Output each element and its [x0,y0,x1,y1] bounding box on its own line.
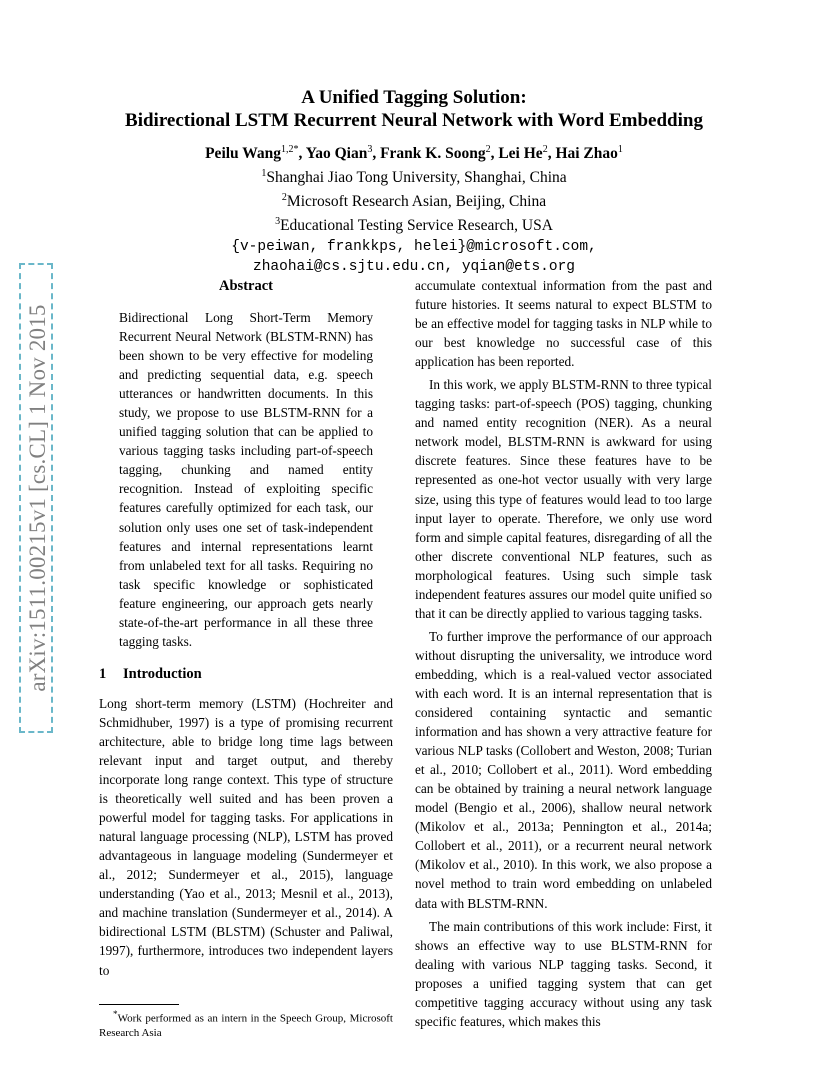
right-column [415,276,712,1031]
author-separator: , [490,145,499,163]
author-name: Frank K. Soong [380,145,486,163]
affiliation-mark: 3 [275,216,281,228]
section-number: 1 [99,665,107,682]
author-names [0,140,828,164]
author-name: Peilu Wang [205,145,282,163]
intro-paragraph-4: The main contributions of this work include: First, it shows an effective way to use BLSTM-RNN for dealing with various NLP tagging tasks. Second, it proposes a unified tagging system that can get competitive tagging accuracy without using any task specific features, which makes this [415,918,712,1029]
affiliation-mark: 1 [261,168,267,180]
intro-paragraph-2: In this work, we apply BLSTM-RNN to three typical tagging tasks: part-of-speech (POS) tagging, chunking and named entity recognition (NER). As a neural network model, BLSTM-RNN is awkward for using discrete features. Since these features have to be represented as one-hot vector usually with very large size, using this type of features would lead to too large input layer to operate. Therefore, we only use word form and simple capital features, disregarding of all the other discrete conventional NLP features, such as morphological features. Using such simple task independent features assures our model quite unified so that it can be directly applied to various tagging tasks. [415,377,712,621]
author-name: Yao Qian [305,145,368,163]
author-affil-mark: 1,2* [281,144,299,155]
author-affil-mark: 2 [485,144,491,155]
author-separator: , [547,145,556,163]
footnote-mark: * [113,1009,118,1019]
title-line-1: A Unified Tagging Solution: [301,87,527,108]
affiliation [0,212,828,236]
intro-paragraph-3: To further improve the performance of our approach without disrupting the universality, we introduce word embedding, which is a real-valued vector associated with each word. It is an internal representation that is considered containing syntactic and semantic information and has shown a very attractive feature for various NLP tasks (Collobert and Weston, 2008; Turian et al., 2010; Collobert et al., 2011). Word embedding can be obtained by training a neural network language model (Bengio et al., 2006), shallow neural network (Mikolov et al., 2013a; Pennington et al., 2014a; Collobert et al., 2011), or a recurrent neural network (Mikolov et al., 2010). In this work, we also propose a novel method to train word embedding on unlabeled data with BLSTM-RNN. [415,628,712,911]
affiliation-text: Shanghai Jiao Tong University, Shanghai, China [266,169,567,187]
author-block [0,140,828,277]
abstract-text: Bidirectional Long Short-Term Memory Recurrent Neural Network (BLSTM-RNN) has been shown to be very effective for modeling and predicting sequential data, e.g. speech utterances or handwritten documents. In this study, we propose to use BLSTM-RNN for a unified tagging solution that can be applied to various tagging tasks including part-of-speech tagging, chunking and named entity recognition. Instead of exploiting specific features carefully optimized for each task, our solution only uses one set of task-independent features and internal representations learnt from unlabeled text for all tasks. Requiring no task specific knowledge or sophisticated feature engineering, our approach gets nearly state-of-the-art performance in all these three tagging tasks. [119,310,373,649]
left-column [99,276,393,980]
arxiv-stamp[interactable]: arXiv:1511.00215v1 [cs.CL] 1 Nov 2015 [19,263,53,733]
intro-paragraph-continued: accumulate contextual information from the past and future histories. It seems natural to expect BLSTM to be an effective model for tagging tasks in NLP while to our best knowledge no successful case of this application has been reported. [415,278,712,370]
email-line-1: {v-peiwan, frankkps, helei}@microsoft.com, [231,238,597,255]
author-name: Lei He [498,145,543,163]
affiliation-text: Microsoft Research Asian, Beijing, China [286,193,547,211]
paper-title [0,86,828,132]
author-affil-mark: 2 [542,144,548,155]
email-line-2: zhaohai@cs.sjtu.edu.cn, yqian@ets.org [253,258,575,275]
affiliation [0,164,828,188]
footnote-text: Work performed as an intern in the Speech Group, Microsoft Research Asia [99,1012,393,1040]
author-affil-mark: 1 [617,144,623,155]
footnote-rule [99,1004,179,1005]
author-affil-mark: 3 [367,144,373,155]
intro-paragraph-1: Long short-term memory (LSTM) (Hochreiter and Schmidhuber, 1997) is a type of promising recurrent architecture, able to bridge long time lags between relevant input and target output, and thereby incorporate long range context. This type of structure is theoretically well suited and has been proven a powerful model for tagging tasks. For applications in natural language processing (NLP), LSTM has proved advantageous in language modeling (Sundermeyer et al., 2012; Sundermeyer et al., 2015), language understanding (Yao et al., 2013; Mesnil et al., 2013), and machine translation (Sundermeyer et al., 2014). A bidirectional LSTM (BLSTM) (Schuster and Paliwal, 1997), furthermore, introduces two independent layers to [99,695,393,978]
author-name: Hai Zhao [555,145,618,163]
affiliation-mark: 2 [281,192,287,204]
affiliation [0,188,828,212]
abstract-heading: Abstract [219,278,273,294]
section-heading-introduction [99,664,393,684]
author-separator: , [298,145,306,163]
footnote [99,1007,393,1041]
section-title: Introduction [123,665,202,682]
affiliation-text: Educational Testing Service Research, USA [280,217,553,235]
title-line-2: Bidirectional LSTM Recurrent Neural Network with Word Embedding [125,110,703,131]
author-separator: , [372,145,381,163]
